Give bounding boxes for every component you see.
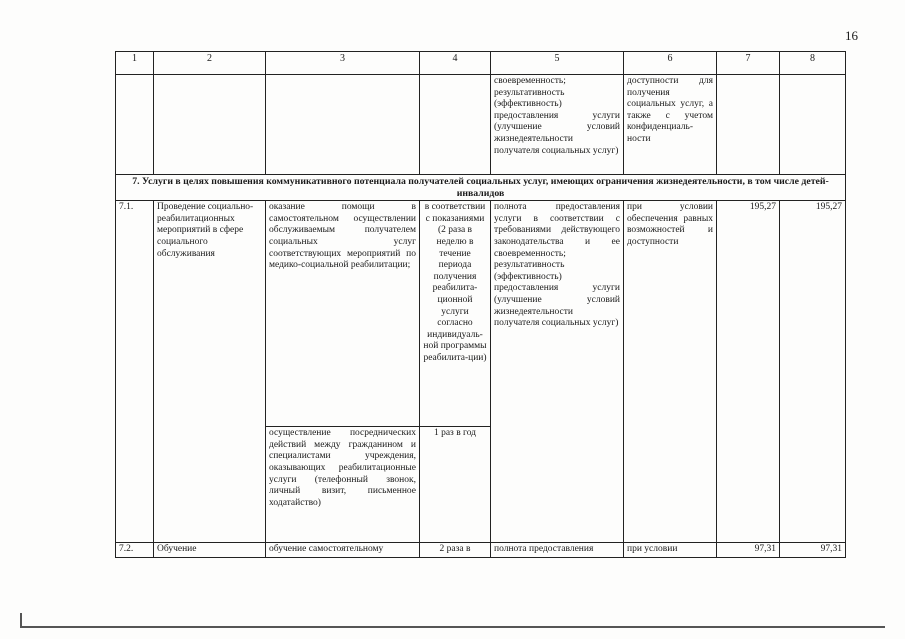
- header-cell: 4: [420, 52, 491, 75]
- header-row: [116, 52, 846, 75]
- quality-cell: своевременность; результативность (эффективность) предоставления услуги (улучшение условий жизнедеятельности получателя социальных услуг): [491, 75, 624, 175]
- price-cell: 195,27: [717, 201, 780, 543]
- header-cell: 1: [116, 52, 154, 75]
- header-cell: 8: [780, 52, 846, 75]
- header-cell: 3: [266, 52, 420, 75]
- service-frequency: в соответствии с показаниями (2 раза в неделю в течение периода получения реабилита-ционной услуги согласно индивидуаль-ной программы реабилита-ции): [420, 201, 491, 427]
- quality-cell: полнота предоставления услуги в соответствии с требованиями действующего законодательства и ее своевременность; результативность (эффективность) предоставления услуги (улучшение условий жизнедеятельности получателя социальных услуг): [491, 201, 624, 543]
- table-row-7-1: [116, 201, 846, 427]
- service-description: оказание помощи в самостоятельном осуществлении обслуживаемым получателем социальных услуг соответствующих мероприятий по медико-социальной реабилитации;: [266, 201, 420, 427]
- services-table: [115, 51, 846, 558]
- continuation-row: [116, 75, 846, 175]
- table-row-7-2: [116, 543, 846, 558]
- conditions-cell: при условии: [624, 543, 717, 558]
- section-title: 7. Услуги в целях повышения коммуникативного потенциала получателей социальных услуг, имеющих ограничения жизнедеятельности, в том числе детей-инвалидов: [116, 175, 846, 201]
- service-description: обучение самостоятельному: [266, 543, 420, 558]
- header-cell: 7: [717, 52, 780, 75]
- empty-cell: [717, 75, 780, 175]
- empty-cell: [154, 75, 266, 175]
- conditions-cell: при условии обеспечения равных возможностей и доступности: [624, 201, 717, 543]
- row-number: 7.1.: [116, 201, 154, 543]
- row-number: 7.2.: [116, 543, 154, 558]
- empty-cell: [116, 75, 154, 175]
- conditions-cell: доступности для получения социальных услуг, а также с учетом конфиденциаль-ности: [624, 75, 717, 175]
- service-name: Проведение социально-реабилитационных мероприятий в сфере социального обслуживания: [154, 201, 266, 543]
- page-number: 16: [845, 28, 858, 43]
- price-cell: 97,31: [780, 543, 846, 558]
- quality-cell: полнота предоставления: [491, 543, 624, 558]
- service-name: Обучение: [154, 543, 266, 558]
- price-cell: 97,31: [717, 543, 780, 558]
- service-frequency: 2 раза в: [420, 543, 491, 558]
- header-cell: 5: [491, 52, 624, 75]
- scan-edge-line: [20, 626, 885, 628]
- service-frequency: 1 раз в год: [420, 427, 491, 543]
- header-cell: 2: [154, 52, 266, 75]
- price-cell: 195,27: [780, 201, 846, 543]
- empty-cell: [780, 75, 846, 175]
- section-row: [116, 175, 846, 201]
- scan-edge-mark: [20, 613, 22, 627]
- empty-cell: [266, 75, 420, 175]
- header-cell: 6: [624, 52, 717, 75]
- empty-cell: [420, 75, 491, 175]
- service-description: осуществление посреднических действий между гражданином и специалистами учреждения, оказывающих реабилитационные услуги (телефонный звонок, личный визит, письменное ходатайство): [266, 427, 420, 543]
